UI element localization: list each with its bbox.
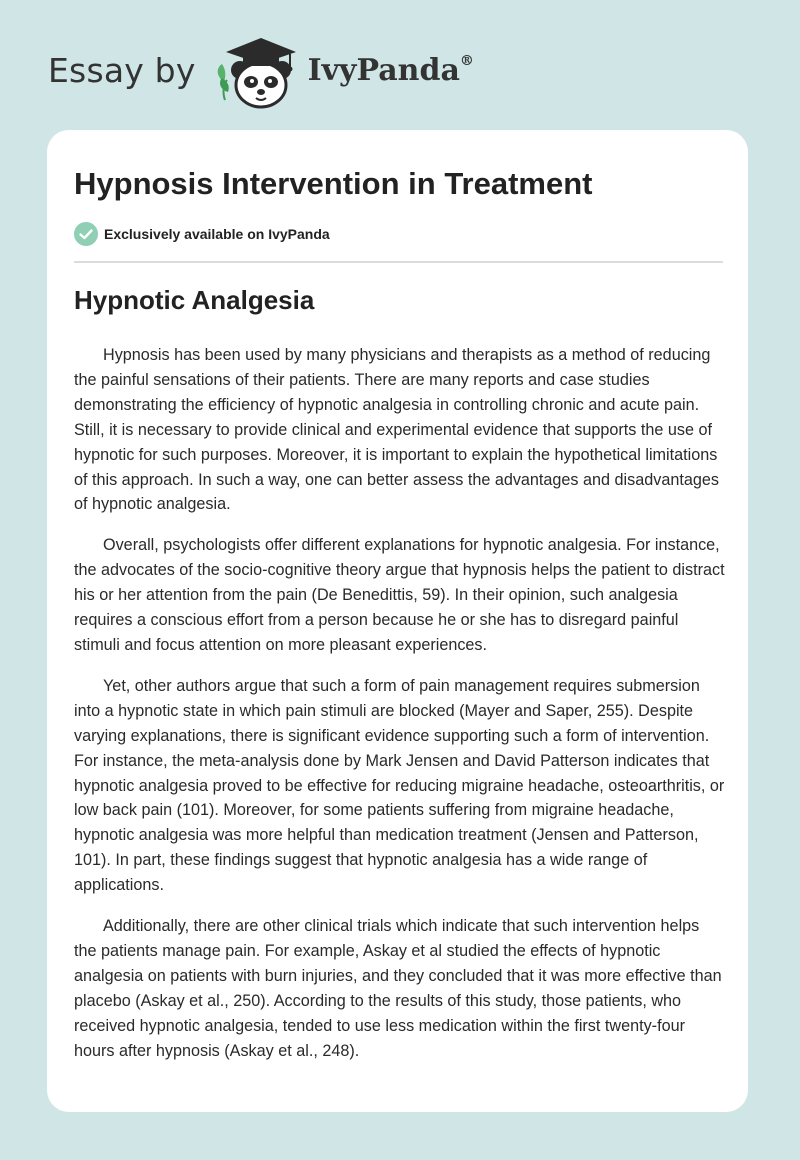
paragraph: Hypnosis has been used by many physicians and therapists as a method of reducing the painful sensations of their patients. There are many reports and case studies demonstrating the efficiency of hypnotic analgesia in controlling chronic and acute pain. Still, it is necessary to provide clinical and experimental evidence that supports the use of hypnotic for such purposes. Moreover, it is important to explain the hypothetical limitations of this approach. In such a way, one can better assess the advantages and disadvantages of hypnotic analgesia. xyxy=(74,346,719,514)
exclusive-badge-text: Exclusively available on IvyPanda xyxy=(104,226,330,242)
paragraph: Additionally, there are other clinical trials which indicate that such intervention helps the patients manage pain. For example, Askay et al studied the effects of hypnotic analgesia on patients with burn injuries, and they concluded that it was more effective than placebo (Askay et al., 250). According to the results of this study, those patients, who received hypnotic analgesia, tended to use less medication within the first twenty-four hours after hypnosis (Askay et al., 248). xyxy=(74,917,722,1060)
check-circle-icon xyxy=(74,222,98,246)
trademark-symbol: ® xyxy=(459,52,474,69)
paragraph: Yet, other authors argue that such a form of pain management requires submersion into a hypnotic state in which pain stimuli are blocked (Mayer and Saper, 255). Despite varying explanations, there is significant evidence supporting such a form of intervention. For instance, the meta-analysis done by Mark Jensen and David Patterson indicates that hypnotic analgesia proved to be effective for reducing migraine headache, osteoarthritis, or low back pain (101). Moreover, for some patients suffering from migraine headache, hypnotic analgesia was more helpful than medication treatment (Jensen and Patterson, 101). In part, these findings suggest that hypnotic analgesia has a wide range of applications. xyxy=(74,676,725,895)
panda-graduate-logo-icon[interactable] xyxy=(210,30,302,110)
paragraph: Overall, psychologists offer different explanations for hypnotic analgesia. For instance, the advocates of the socio-cognitive theory argue that hypnosis helps the patient to distract his or her attention from the pain (De Benedittis, 59). In their opinion, such analgesia requires a conscious effort from a person because he or she has to disregard painful stimuli and focus attention on more pleasant experiences. xyxy=(74,536,725,654)
brand-name[interactable] xyxy=(308,53,474,88)
site-header xyxy=(48,30,548,110)
divider xyxy=(74,261,723,263)
exclusive-badge xyxy=(74,222,330,246)
page-title: Hypnosis Intervention in Treatment xyxy=(74,166,593,201)
brand-text: IvyPanda xyxy=(307,52,460,88)
essay-body xyxy=(74,343,726,1079)
section-heading: Hypnotic Analgesia xyxy=(74,285,315,315)
essay-by-label: Essay by xyxy=(48,50,196,90)
essay-card xyxy=(47,130,748,1112)
